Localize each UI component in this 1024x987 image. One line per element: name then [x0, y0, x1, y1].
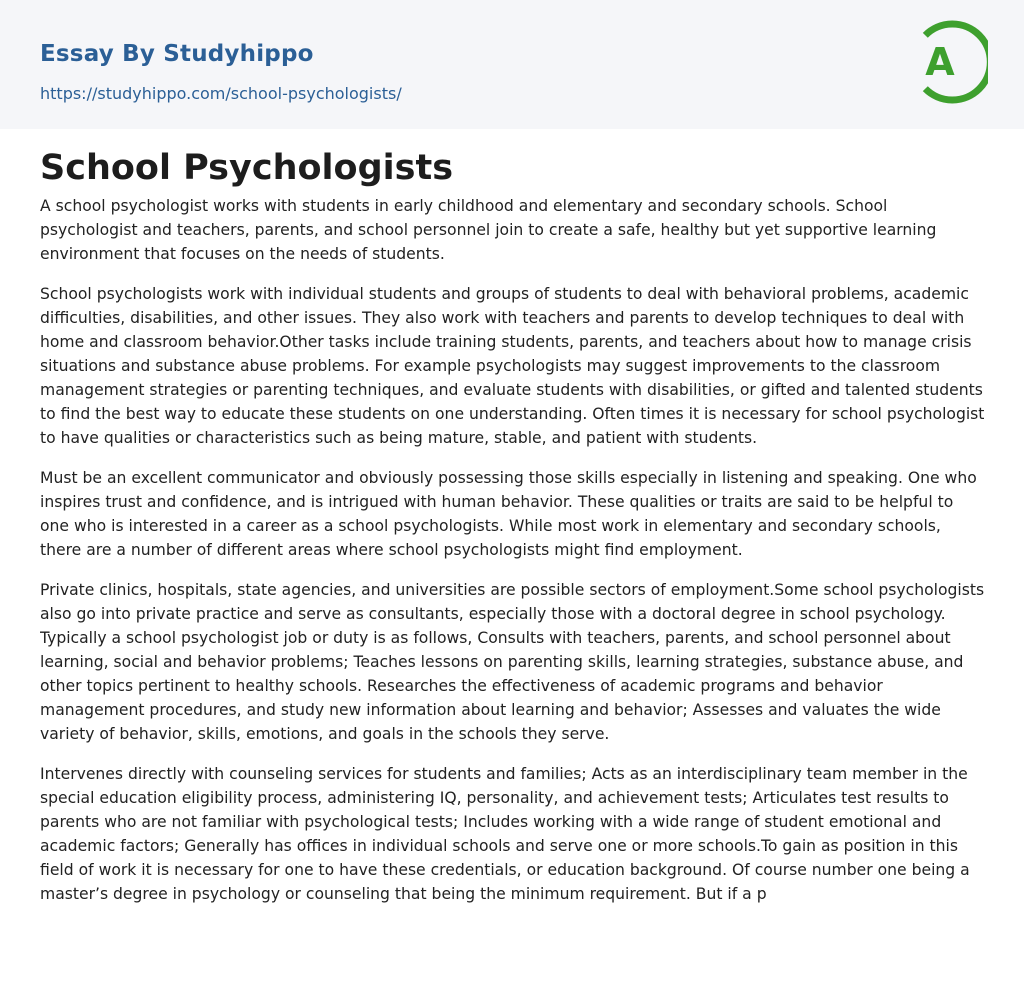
paragraph: School psychologists work with individual students and groups of students to deal with behavioral problems, academic difficulties, disabilities, and other issues. They also work with teachers and parents to develop techniques to deal with home and classroom behavior.Other tasks include training students, parents, and teachers about how to manage crisis situations and substance abuse problems. For example psychologists may suggest improvements to the classroom management strategies or parenting techniques, and evaluate students with disabilities, or gifted and talented students to find the best way to educate these students on one understanding. Often times it is necessary for school psychologist to have qualities or characteristics such as being mature, stable, and patient with students.	[40, 285, 985, 447]
site-header	[0, 0, 1024, 129]
paragraph: A school psychologist works with students in early childhood and elementary and secondary schools. School psychologist and teachers, parents, and school personnel join to create a safe, healthy but yet supportive learning environment that focuses on the needs of students.	[40, 197, 937, 263]
paragraph: Private clinics, hospitals, state agencies, and universities are possible sectors of employment.Some school psychologists also go into private practice and serve as consultants, especially those with a doctoral degree in school psychology. Typically a school psychologist job or duty is as follows, Consults with teachers, parents, and school personnel about learning, social and behavior problems; Teaches lessons on parenting skills, learning strategies, substance abuse, and other topics pertinent to healthy schools. Researches the effectiveness of academic programs and behavior management procedures, and study new information about learning and behavior; Assesses and valuates the wide variety of behavior, skills, emotions, and goals in the schools they serve.	[40, 581, 985, 743]
source-url-link[interactable]: https://studyhippo.com/school-psychologists/	[40, 84, 402, 103]
page-title: School Psychologists	[40, 148, 454, 188]
studyhippo-a-logo-icon[interactable]	[908, 18, 988, 106]
article-body	[40, 194, 986, 934]
paragraph: Must be an excellent communicator and obviously possessing those skills especially in listening and speaking. One who inspires trust and confidence, and is intrigued with human behavior. These qualities or traits are said to be helpful to one who is interested in a career as a school psychologists. While most work in elementary and secondary schools, there are a number of different areas where school psychologists might find employment.	[40, 469, 977, 559]
site-brand[interactable]: Essay By Studyhippo	[40, 41, 314, 67]
paragraph: Intervenes directly with counseling services for students and families; Acts as an interdisciplinary team member in the special education eligibility process, administering IQ, personality, and achievement tests; Articulates test results to parents who are not familiar with psychological tests; Includes working with a wide range of student emotional and academic factors; Generally has offices in individual schools and serve one or more schools.To gain as position in this field of work it is necessary for one to have these credentials, or education background. Of course number one being a master’s degree in psychology or counseling that being the minimum requirement. But if a p	[40, 765, 970, 903]
logo-letter: A	[925, 40, 955, 84]
